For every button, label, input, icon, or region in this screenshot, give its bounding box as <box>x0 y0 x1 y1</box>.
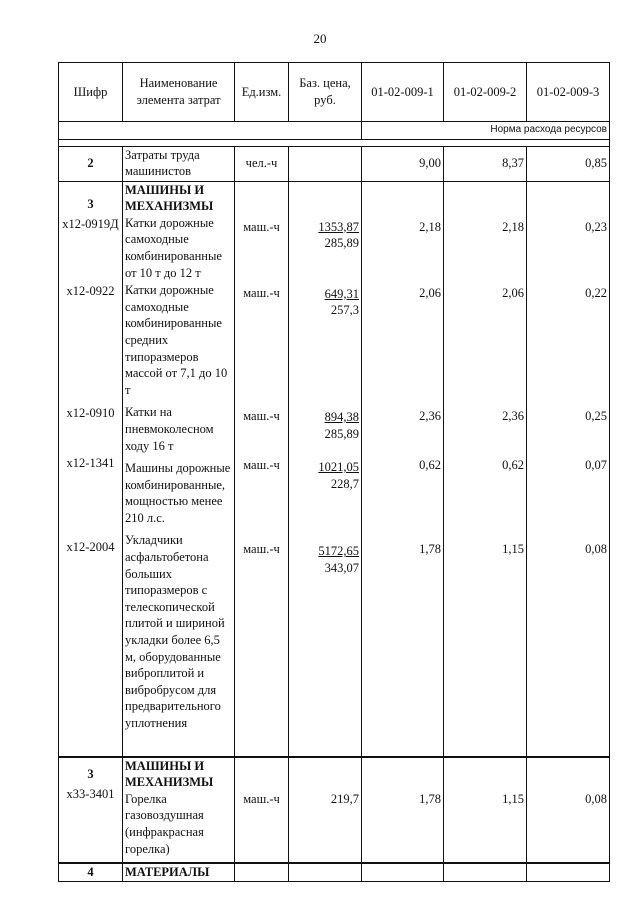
header-col3: 01-02-009-3 <box>527 63 610 122</box>
spacer-cell <box>59 139 610 146</box>
header-col2: 01-02-009-2 <box>444 63 527 122</box>
row-price <box>289 146 362 181</box>
header-code: Шифр <box>59 63 123 122</box>
section-title: МАШИНЫ И МЕХАНИЗМЫ <box>125 758 214 790</box>
section-number: 2 <box>59 146 123 181</box>
item-code: х12-2004 <box>66 539 115 554</box>
item-value-3: 0,22 <box>585 286 607 301</box>
item-unit: маш.-ч <box>243 791 280 806</box>
item-price-2: 343,07 <box>324 560 359 575</box>
col2-cell <box>444 181 527 757</box>
item-value-2: 1,15 <box>502 791 524 806</box>
item-value-3: 0,08 <box>585 791 607 806</box>
col1-cell <box>362 181 444 757</box>
norms-table <box>58 62 610 882</box>
units-cell <box>235 757 289 863</box>
item-unit: маш.-ч <box>243 408 280 423</box>
empty-cell <box>527 863 610 882</box>
section-number: 4 <box>59 863 123 882</box>
item-name: Катки дорожные самоходные комбинированные средних типоразмеров массой от 7,1 до 10 т <box>125 283 228 397</box>
header-unit: Ед.изм. <box>235 63 289 122</box>
item-unit: маш.-ч <box>243 541 280 556</box>
item-value-3: 0,07 <box>585 458 607 473</box>
codes-cell <box>59 757 123 863</box>
codes-cell <box>59 181 123 757</box>
header-col1: 01-02-009-1 <box>362 63 444 122</box>
empty-cell <box>235 863 289 882</box>
item-value-3: 0,23 <box>585 219 607 234</box>
item-name: Катки на пневмоколесном ходу 16 т <box>125 405 214 453</box>
item-name: Машины дорожные комбинированные, мощностью менее 210 л.с. <box>125 461 231 525</box>
item-price: 649,31 <box>324 286 359 301</box>
item-value-2: 0,62 <box>502 458 524 473</box>
item-unit: маш.-ч <box>243 458 280 473</box>
item-name: Катки дорожные самоходные комбинированные от 10 т до 12 т <box>125 215 222 280</box>
table-row-section-3b <box>59 757 610 863</box>
section-title: МАШИНЫ И МЕХАНИЗМЫ <box>125 182 214 214</box>
empty-cell <box>289 863 362 882</box>
item-price-2: 285,89 <box>324 236 359 251</box>
header-name: Наименование элемента затрат <box>123 63 235 122</box>
table-row-section-2 <box>59 146 610 181</box>
item-code: х12-0919Д <box>62 217 119 232</box>
prices-cell <box>289 181 362 757</box>
col3-cell <box>527 757 610 863</box>
units-cell <box>235 181 289 757</box>
section-number: 3 <box>87 196 94 211</box>
names-cell <box>123 181 235 757</box>
item-name: Горелка газовоздушная (инфракрасная горелка) <box>125 791 204 856</box>
header-price: Баз. цена, руб. <box>289 63 362 122</box>
item-price: 5172,65 <box>318 544 359 559</box>
table-header-row <box>59 63 610 122</box>
row-unit: чел.-ч <box>235 146 289 181</box>
item-code: х12-0910 <box>66 406 115 421</box>
names-cell <box>123 757 235 863</box>
table-row-section-3 <box>59 181 610 757</box>
item-value-2: 2,06 <box>502 286 524 301</box>
item-value-3: 0,25 <box>585 408 607 423</box>
empty-cell <box>362 863 444 882</box>
item-price: 1021,05 <box>318 460 359 475</box>
item-value-1: 2,36 <box>419 408 441 423</box>
item-price-2: 257,3 <box>330 303 359 318</box>
item-value-1: 2,06 <box>419 286 441 301</box>
item-price-2: 285,89 <box>324 426 359 441</box>
item-price: 894,38 <box>324 409 359 424</box>
item-value-2: 1,15 <box>502 541 524 556</box>
item-value-1: 2,18 <box>419 219 441 234</box>
row-name: Затраты труда машинистов <box>123 146 235 181</box>
section-title: МАТЕРИАЛЫ <box>123 863 235 882</box>
col3-cell <box>527 181 610 757</box>
item-value-2: 2,36 <box>502 408 524 423</box>
item-value-1: 1,78 <box>419 791 441 806</box>
item-code: х12-1341 <box>66 455 115 470</box>
row-value-3: 0,85 <box>527 146 610 181</box>
item-unit: маш.-ч <box>243 219 280 234</box>
empty-cell <box>444 863 527 882</box>
item-code: х12-0922 <box>66 283 115 298</box>
norm-caption-row <box>59 122 610 140</box>
prices-cell <box>289 757 362 863</box>
item-unit: маш.-ч <box>243 286 280 301</box>
page-number: 20 <box>313 31 327 46</box>
item-code: х33-3401 <box>66 787 115 802</box>
item-value-1: 1,78 <box>419 541 441 556</box>
item-price: 1353,87 <box>318 219 359 234</box>
col2-cell <box>444 757 527 863</box>
item-price-2: 228,7 <box>330 476 359 491</box>
caption-spacer <box>59 122 362 140</box>
table-row-section-4 <box>59 863 610 882</box>
spacer-row <box>59 139 610 146</box>
section-number: 3 <box>87 766 94 781</box>
norm-caption: Норма расхода ресурсов <box>362 122 610 140</box>
item-value-3: 0,08 <box>585 541 607 556</box>
row-value-2: 8,37 <box>444 146 527 181</box>
item-value-2: 2,18 <box>502 219 524 234</box>
col1-cell <box>362 757 444 863</box>
item-name: Укладчики асфальтобетона больших типоразмеров с телескопической плитой и шириной укладки более 6,5 м, оборудованные виброплитой и вибробрусом для предварительного уплотнения <box>125 533 225 730</box>
row-value-1: 9,00 <box>362 146 444 181</box>
item-price: 219,7 <box>330 791 359 806</box>
item-value-1: 0,62 <box>419 458 441 473</box>
